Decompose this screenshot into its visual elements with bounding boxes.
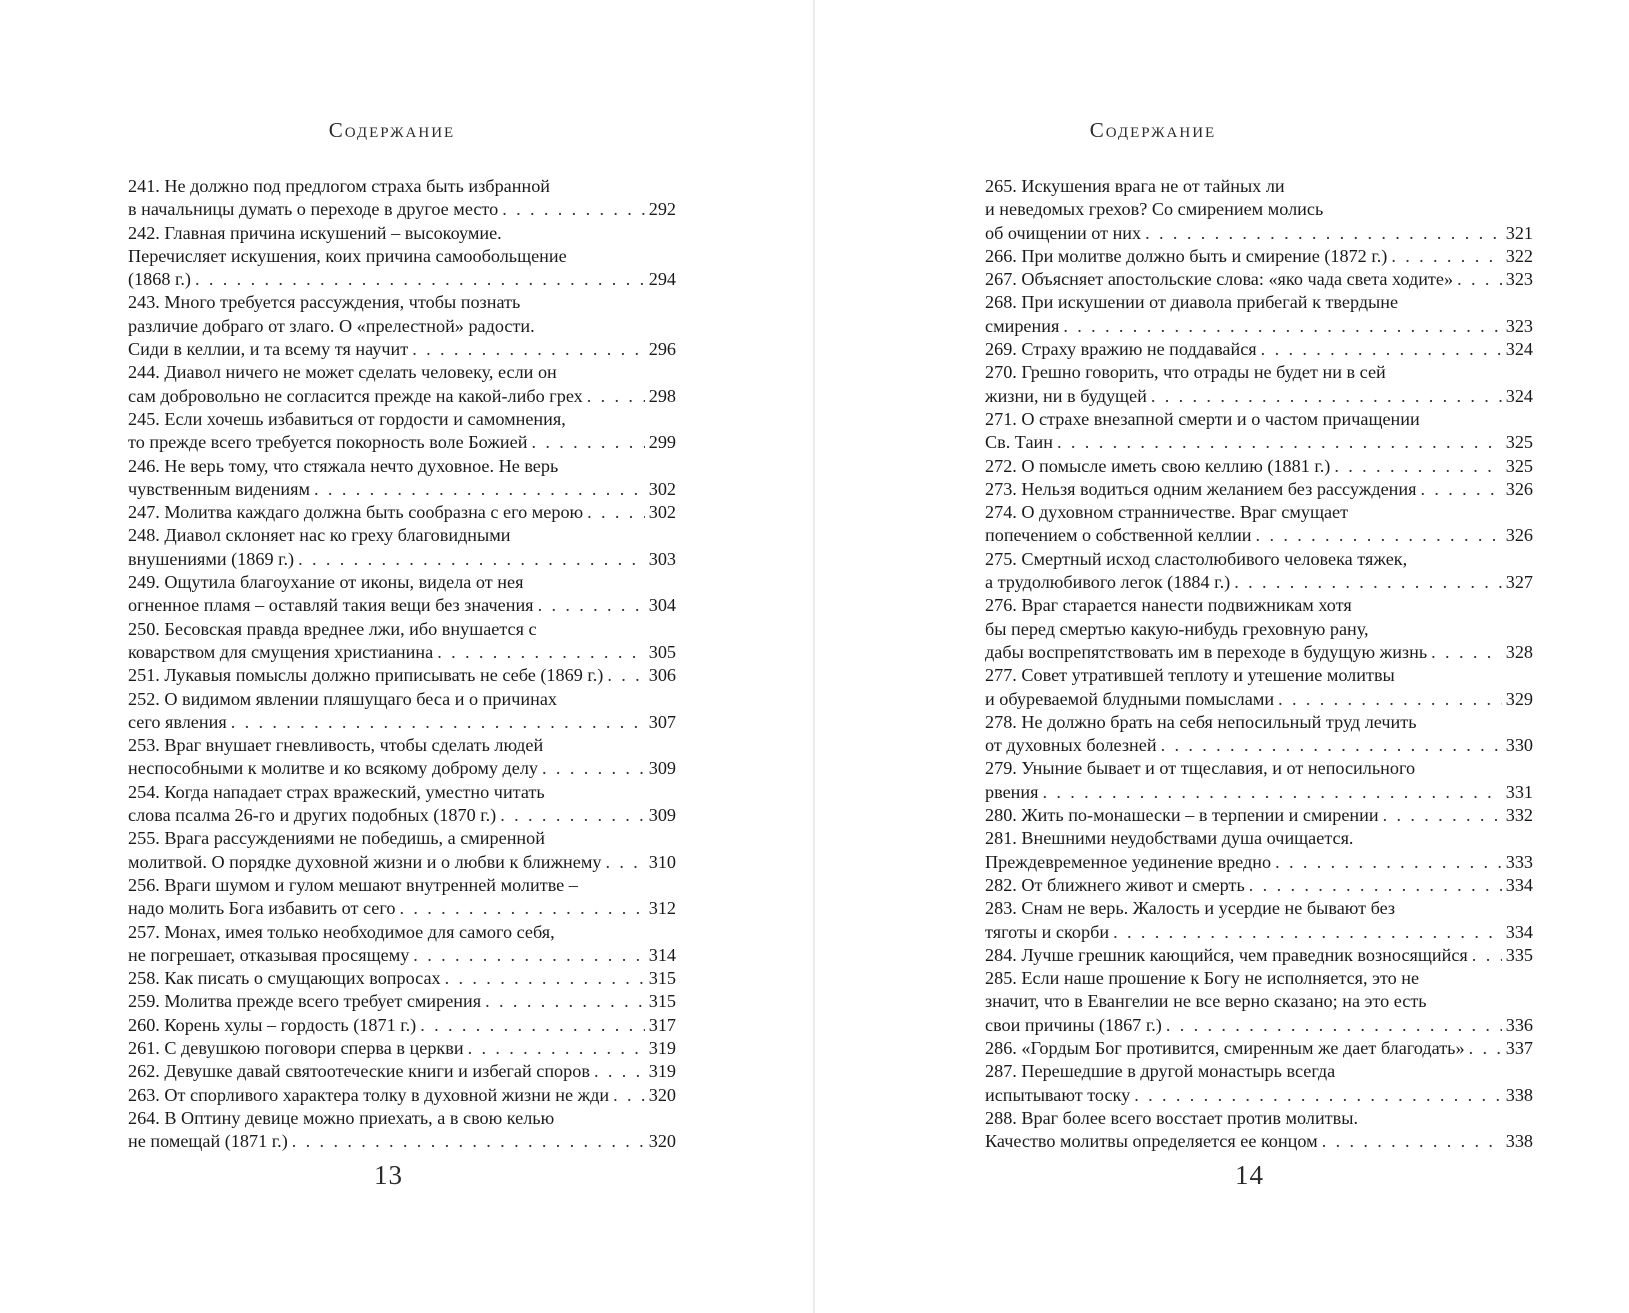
toc-entry-line: 270. Грешно говорить, что отрады не будет ни в сей (985, 362, 1386, 383)
toc-entry (985, 874, 1533, 897)
toc-entry-title: свои причины (1867 г.) (985, 1014, 1162, 1035)
toc-entry-line: 285. Если наше прошение к Богу не исполняется, это не (985, 968, 1420, 989)
toc-entry-final-line (985, 385, 1533, 408)
toc-page-ref: 333 (1505, 851, 1533, 872)
toc-entry (128, 1107, 676, 1154)
toc-entry-line: 279. Уныние бывает и от тщеславия, и от непосильного (985, 758, 1416, 779)
toc-entry-title: а трудолюбивого легок (1884 г.) (985, 572, 1231, 593)
toc-entry-line: Перечисляет искушения, коих причина самообольщение (128, 245, 567, 266)
dot-leader (298, 548, 645, 571)
toc-entry-final-line (128, 478, 676, 501)
toc-entry-title: 259. Молитва прежде всего требует смирения (128, 991, 482, 1012)
toc-page-ref: 299 (648, 432, 676, 453)
toc-entry (985, 664, 1533, 711)
toc-entry-line: 288. Враг более всего восстает против молитвы. (985, 1107, 1358, 1128)
toc-entry (128, 827, 676, 874)
toc-entry-line: 281. Внешними неудобствами душа очищается. (985, 828, 1354, 849)
toc-page-ref: 302 (648, 502, 676, 523)
toc-page-ref: 331 (1505, 781, 1533, 802)
toc-entry (985, 944, 1533, 967)
toc-page-ref: 334 (1505, 874, 1533, 895)
toc-page-ref: 338 (1505, 1084, 1533, 1105)
toc-entry-final-line (985, 1014, 1533, 1037)
dot-leader (605, 851, 644, 874)
toc-entry-final-line (985, 222, 1533, 245)
toc-page-ref: 320 (648, 1084, 676, 1105)
toc-entry-line: 287. Перешедшие в другой монастырь всегда (985, 1061, 1336, 1082)
toc-entry-final-line (128, 967, 676, 990)
dot-leader (1166, 1014, 1502, 1037)
toc-entry (985, 338, 1533, 361)
toc-page-ref: 329 (1505, 688, 1533, 709)
dot-leader (1322, 1130, 1502, 1153)
toc-entry-title: надо молить Бога избавить от сего (128, 898, 396, 919)
toc-entry-final-line (128, 431, 676, 454)
dot-leader (1457, 268, 1502, 291)
toc-page-ref: 312 (648, 898, 676, 919)
toc-entry-title: 272. О помысле иметь свою келлию (1881 г.) (985, 455, 1331, 476)
toc-entry-final-line (128, 944, 676, 967)
dot-leader (500, 804, 644, 827)
toc-page-ref: 292 (648, 199, 676, 220)
toc-entry-title: неспособными к молитве и ко всякому доброму делу (128, 758, 539, 779)
dot-leader (1431, 641, 1502, 664)
toc-entry-final-line (985, 688, 1533, 711)
dot-leader (594, 1060, 645, 1083)
toc-entry-line: 253. Враг внушает гневливость, чтобы сделать людей (128, 735, 544, 756)
toc-page-ref: 309 (648, 805, 676, 826)
toc-page-ref: 315 (648, 991, 676, 1012)
running-header: Содержание (328, 118, 456, 142)
toc-entry-final-line (985, 804, 1533, 827)
toc-entry-line: 244. Диавол ничего не может сделать человеку, если он (128, 362, 557, 383)
toc-page-ref: 302 (648, 478, 676, 499)
toc-page-ref: 306 (648, 665, 676, 686)
toc-entry (985, 291, 1533, 338)
toc-entry-title: коварством для смущения христианина (128, 641, 434, 662)
toc-entry-line: 283. Снам не верь. Жалость и усердие не бывают без (985, 898, 1396, 919)
dot-leader (1145, 222, 1502, 245)
toc-page-ref: 307 (648, 711, 676, 732)
dot-leader (1420, 478, 1501, 501)
toc-entry-title: от духовных болезней (985, 735, 1157, 756)
toc-entry (128, 1014, 676, 1037)
toc-entry-title: тяготы и скорби (985, 921, 1110, 942)
dot-leader (485, 990, 645, 1013)
toc-entry-title: 269. Страху вражию не поддавайся (985, 339, 1257, 360)
dot-leader (1234, 571, 1502, 594)
toc-entry (985, 268, 1533, 291)
toc-page-ref: 327 (1505, 572, 1533, 593)
toc-entry (985, 478, 1533, 501)
toc-entry-title: Сиди в келлии, и та всему тя научит (128, 339, 409, 360)
toc-entry-title: рвения (985, 781, 1039, 802)
page-number: 13 (374, 1160, 403, 1190)
toc-entry-line: бы перед смертью какую-нибудь греховную рану, (985, 618, 1369, 639)
toc-entry-line: различие добраго от злаго. О «прелестной» радости. (128, 315, 535, 336)
toc-entry (128, 688, 676, 735)
toc-entry-final-line (128, 664, 676, 687)
toc-entry-title: 251. Лукавыя помыслы должно приписывать не себе (1869 г.) (128, 665, 604, 686)
toc-entry-title: 266. При молитве должно быть и смирение (1872 г.) (985, 245, 1388, 266)
toc-entry-final-line (128, 548, 676, 571)
toc-page-ref: 319 (648, 1037, 676, 1058)
toc-page-ref: 325 (1505, 432, 1533, 453)
dot-leader (1261, 338, 1502, 361)
toc-entry-final-line (985, 1037, 1533, 1060)
toc-entry-line: 276. Враг старается нанести подвижникам хотя (985, 595, 1352, 616)
toc-entry-title: Качество молитвы определяется ее концом (985, 1131, 1318, 1152)
toc-entry-line: 271. О страхе внезапной смерти и о частом причащении (985, 408, 1420, 429)
toc-page-ref: 323 (1505, 269, 1533, 290)
toc-entry-title: сего явления (128, 711, 227, 732)
toc-entry-final-line (985, 478, 1533, 501)
dot-leader (314, 478, 645, 501)
toc-entry-line: 268. При искушении от диавола прибегай к твердыне (985, 292, 1399, 313)
toc-entry-line: 274. О духовном странничестве. Враг смущает (985, 502, 1349, 523)
toc-entry-final-line (985, 338, 1533, 361)
toc-entry-final-line (985, 944, 1533, 967)
dot-leader (1113, 921, 1502, 944)
toc-entry-title: не помещай (1871 г.) (128, 1131, 288, 1152)
toc-entry-line: 255. Врага рассуждениями не победишь, а смиренной (128, 828, 545, 849)
dot-leader (1249, 874, 1502, 897)
toc-entry (128, 222, 676, 292)
dot-leader (587, 501, 645, 524)
dot-leader (468, 1037, 645, 1060)
toc-entry-title: сам добровольно не согласится прежде на какой-либо грех (128, 385, 583, 406)
toc-entry-title: Преждевременное уединение вредно (985, 851, 1272, 872)
toc-page-ref: 338 (1505, 1131, 1533, 1152)
toc-entry (128, 455, 676, 502)
dot-leader (1472, 944, 1502, 967)
toc-entry-title: 262. Девушке давай святоотеческие книги и избегай споров (128, 1061, 590, 1082)
toc-entry-line: 249. Ощутила благоухание от иконы, видела от нея (128, 572, 524, 593)
right-page (815, 0, 1629, 1313)
toc-page-ref: 330 (1505, 735, 1533, 756)
toc-page-ref: 332 (1505, 805, 1533, 826)
dot-leader (399, 897, 644, 920)
toc-entry-title: попечением о собственной келлии (985, 525, 1252, 546)
toc-entry (985, 757, 1533, 804)
toc-entry (985, 897, 1533, 944)
toc-entry (985, 711, 1533, 758)
toc-entry-line: 248. Диавол склоняет нас ко греху благовидными (128, 525, 511, 546)
dot-leader (437, 641, 645, 664)
toc-entry-final-line (128, 1014, 676, 1037)
toc-page-ref: 298 (648, 385, 676, 406)
toc-entry-line: и неведомых грехов? Со смирением молись (985, 199, 1324, 220)
toc-entry (985, 175, 1533, 245)
toc-entry-line: значит, что в Евангелии не все верно сказано; на это есть (985, 991, 1427, 1012)
dot-leader (538, 594, 645, 617)
toc-page-ref: 324 (1505, 339, 1533, 360)
dot-leader (1063, 315, 1501, 338)
dot-leader (502, 198, 645, 221)
toc-entry-final-line (128, 851, 676, 874)
toc-entry (985, 804, 1533, 827)
toc-entry-final-line (128, 1060, 676, 1083)
toc-entry-final-line (128, 268, 676, 291)
toc-entry (128, 1037, 676, 1060)
toc-page-ref: 326 (1505, 478, 1533, 499)
toc-page-ref: 296 (648, 339, 676, 360)
toc-page-ref: 319 (648, 1061, 676, 1082)
toc-entry (128, 361, 676, 408)
dot-leader (231, 711, 645, 734)
dot-leader (1469, 1037, 1502, 1060)
toc-entry-final-line (128, 198, 676, 221)
toc-entry-title: и обуреваемой блудными помыслами (985, 688, 1275, 709)
toc-entry-line: 278. Не должно брать на себя непосильный труд лечить (985, 711, 1417, 732)
dot-leader (587, 385, 645, 408)
toc-entry (128, 571, 676, 618)
toc-entry-final-line (128, 338, 676, 361)
toc-entry-final-line (128, 594, 676, 617)
toc-entry-final-line (985, 315, 1533, 338)
toc-entry-title: 286. «Гордым Бог противится, смиренным же дает благодать» (985, 1037, 1465, 1058)
toc-entry (985, 548, 1533, 595)
running-header: Содержание (1089, 118, 1217, 142)
toc-entry-line: 241. Не должно под предлогом страха быть избранной (128, 176, 551, 196)
toc-entry-title: (1868 г.) (128, 269, 191, 290)
dot-leader (1275, 851, 1502, 874)
toc-entry-final-line (985, 455, 1533, 478)
toc-entry-line: 245. Если хочешь избавиться от гордости и самомнения, (128, 408, 566, 429)
dot-leader (195, 268, 645, 291)
toc-entry-title: 282. От ближнего живот и смерть (985, 874, 1245, 895)
toc-entry-final-line (985, 524, 1533, 547)
toc-page-ref: 325 (1505, 455, 1533, 476)
toc-entry-line: 275. Смертный исход сластолюбивого человека тяжек, (985, 548, 1408, 569)
page-number: 14 (1235, 1160, 1264, 1190)
toc-entry-title: слова псалма 26-го и других подобных (1870 г.) (128, 805, 497, 826)
toc-entry-final-line (985, 1084, 1533, 1107)
dot-leader (607, 664, 644, 687)
toc-entry-title: Св. Таин (985, 432, 1054, 453)
dot-leader (1391, 245, 1501, 268)
toc-entry-final-line (128, 385, 676, 408)
toc-entry-final-line (985, 874, 1533, 897)
dot-leader (413, 944, 644, 967)
toc-entry-final-line (128, 1037, 676, 1060)
toc-entry-title: огненное пламя – оставляй такия вещи без значения (128, 595, 534, 616)
toc-page-ref: 314 (648, 944, 676, 965)
toc-entry-title: 258. Как писать о смущающих вопросах (128, 968, 441, 989)
toc-entry-final-line (985, 431, 1533, 454)
toc-entry (128, 1084, 676, 1107)
toc-entry-final-line (128, 897, 676, 920)
toc-entry (128, 990, 676, 1013)
table-of-contents (128, 175, 676, 1153)
toc-entry (985, 1107, 1533, 1154)
dot-leader (1057, 431, 1502, 454)
toc-page-ref: 320 (648, 1131, 676, 1152)
toc-entry-title: то прежде всего требуется покорность воле Божией (128, 432, 528, 453)
toc-entry (128, 175, 676, 222)
toc-page-ref: 324 (1505, 385, 1533, 406)
toc-entry-line: 246. Не верь тому, что стяжала нечто духовное. Не верь (128, 455, 559, 476)
toc-entry (985, 967, 1533, 1037)
dot-leader (1383, 804, 1502, 827)
toc-entry-final-line (985, 245, 1533, 268)
left-page (0, 0, 814, 1313)
toc-entry-title: в начальницы думать о переходе в другое место (128, 199, 499, 220)
dot-leader (1278, 688, 1502, 711)
toc-entry (985, 827, 1533, 874)
toc-entry-line: 250. Бесовская правда вреднее лжи, ибо внушается с (128, 618, 537, 639)
toc-entry-final-line (985, 851, 1533, 874)
toc-entry-line: 257. Монах, имея только необходимое для самого себя, (128, 921, 555, 942)
toc-entry-title: 284. Лучше грешник кающийся, чем праведник возносящийся (985, 944, 1468, 965)
toc-entry-title: смирения (985, 315, 1060, 336)
toc-entry-title: 261. С девушкою поговори сперва в церкви (128, 1037, 464, 1058)
toc-entry-final-line (128, 990, 676, 1013)
toc-entry-final-line (985, 921, 1533, 944)
toc-page-ref: 322 (1505, 245, 1533, 266)
toc-page-ref: 294 (648, 269, 676, 290)
toc-entry-title: 260. Корень хулы – гордость (1871 г.) (128, 1014, 417, 1035)
toc-entry (128, 524, 676, 571)
toc-page-ref: 321 (1505, 222, 1533, 243)
toc-entry-title: 280. Жить по-монашески – в терпении и смирении (985, 805, 1379, 826)
dot-leader (1334, 455, 1501, 478)
toc-entry (128, 734, 676, 781)
toc-entry-line: 256. Враги шумом и гулом мешают внутренней молитве – (128, 874, 578, 895)
toc-entry (985, 1060, 1533, 1107)
toc-entry (128, 618, 676, 665)
toc-entry-final-line (985, 734, 1533, 757)
toc-page-ref: 315 (648, 968, 676, 989)
toc-entry (985, 501, 1533, 548)
toc-entry-final-line (128, 641, 676, 664)
toc-entry-final-line (985, 781, 1533, 804)
toc-entry-line: 265. Искушения врага не от тайных ли (985, 176, 1285, 196)
dot-leader (1256, 524, 1502, 547)
toc-entry (128, 1060, 676, 1083)
toc-entry-final-line (985, 571, 1533, 594)
dot-leader (1151, 385, 1502, 408)
toc-page-ref: 326 (1505, 525, 1533, 546)
toc-page-ref: 328 (1505, 641, 1533, 662)
toc-entry (128, 291, 676, 361)
toc-entry-title: 267. Объясняет апостольские слова: «яко чада света ходите» (985, 269, 1454, 290)
toc-entry-final-line (128, 1130, 676, 1153)
toc-entry-title: 247. Молитва каждаго должна быть сообразна с его мерою (128, 502, 584, 523)
toc-entry (985, 594, 1533, 664)
toc-entry (128, 781, 676, 828)
toc-entry (128, 501, 676, 524)
dot-leader (531, 431, 644, 454)
toc-page-ref: 304 (648, 595, 676, 616)
toc-entry-title: испытывают тоску (985, 1084, 1131, 1105)
toc-entry-final-line (128, 501, 676, 524)
toc-page-ref: 305 (648, 641, 676, 662)
toc-entry-line: 277. Совет утратившей теплоту и утешение молитвы (985, 665, 1395, 686)
toc-page-ref: 334 (1505, 921, 1533, 942)
toc-entry (985, 245, 1533, 268)
toc-entry-final-line (128, 711, 676, 734)
table-of-contents (985, 175, 1533, 1153)
toc-entry (128, 967, 676, 990)
toc-entry (985, 1037, 1533, 1060)
toc-entry-title: об очищении от них (985, 222, 1142, 243)
toc-page-ref: 335 (1505, 944, 1533, 965)
toc-entry-title: чувственным видениям (128, 478, 311, 499)
toc-entry-title: дабы воспрепятствовать им в переходе в будущую жизнь (985, 641, 1428, 662)
toc-entry-final-line (128, 757, 676, 780)
dot-leader (445, 967, 645, 990)
toc-entry-title: жизни, ни в будущей (985, 385, 1147, 406)
toc-entry (985, 408, 1533, 455)
toc-page-ref: 310 (648, 851, 676, 872)
dot-leader (542, 757, 645, 780)
toc-entry-final-line (985, 268, 1533, 291)
toc-entry (985, 455, 1533, 478)
dot-leader (1134, 1084, 1502, 1107)
toc-entry-line: 243. Много требуется рассуждения, чтобы познать (128, 292, 521, 313)
toc-entry (128, 921, 676, 968)
dot-leader (420, 1014, 645, 1037)
toc-entry-title: 263. От спорливого характера толку в духовной жизни не жди (128, 1084, 610, 1105)
toc-entry-line: 242. Главная причина искушений – высокоумие. (128, 222, 502, 243)
toc-entry-title: молитвой. О порядке духовной жизни и о любви к ближнему (128, 851, 602, 872)
toc-entry (128, 408, 676, 455)
toc-page-ref: 337 (1505, 1037, 1533, 1058)
toc-entry-line: 252. О видимом явлении пляшущаго беса и о причинах (128, 688, 557, 709)
toc-page-ref: 323 (1505, 315, 1533, 336)
dot-leader (1161, 734, 1502, 757)
toc-entry-title: не погрешает, отказывая просящему (128, 944, 410, 965)
toc-entry-final-line (985, 641, 1533, 664)
toc-page-ref: 309 (648, 758, 676, 779)
dot-leader (292, 1130, 645, 1153)
toc-entry (128, 874, 676, 921)
toc-page-ref: 317 (648, 1014, 676, 1035)
dot-leader (1042, 781, 1501, 804)
toc-entry-title: внушениями (1869 г.) (128, 548, 295, 569)
toc-page-ref: 303 (648, 548, 676, 569)
toc-entry (985, 361, 1533, 408)
dot-leader (412, 338, 645, 361)
toc-entry-final-line (985, 1130, 1533, 1153)
toc-entry-title: 273. Нельзя водиться одним желанием без рассуждения (985, 478, 1417, 499)
toc-entry (128, 664, 676, 687)
toc-entry-line: 264. В Оптину девице можно приехать, а в свою келью (128, 1107, 555, 1128)
toc-entry-final-line (128, 1084, 676, 1107)
toc-page-ref: 336 (1505, 1014, 1533, 1035)
toc-entry-line: 254. Когда нападает страх вражеский, уместно читать (128, 781, 545, 802)
dot-leader (613, 1084, 645, 1107)
toc-entry-final-line (128, 804, 676, 827)
